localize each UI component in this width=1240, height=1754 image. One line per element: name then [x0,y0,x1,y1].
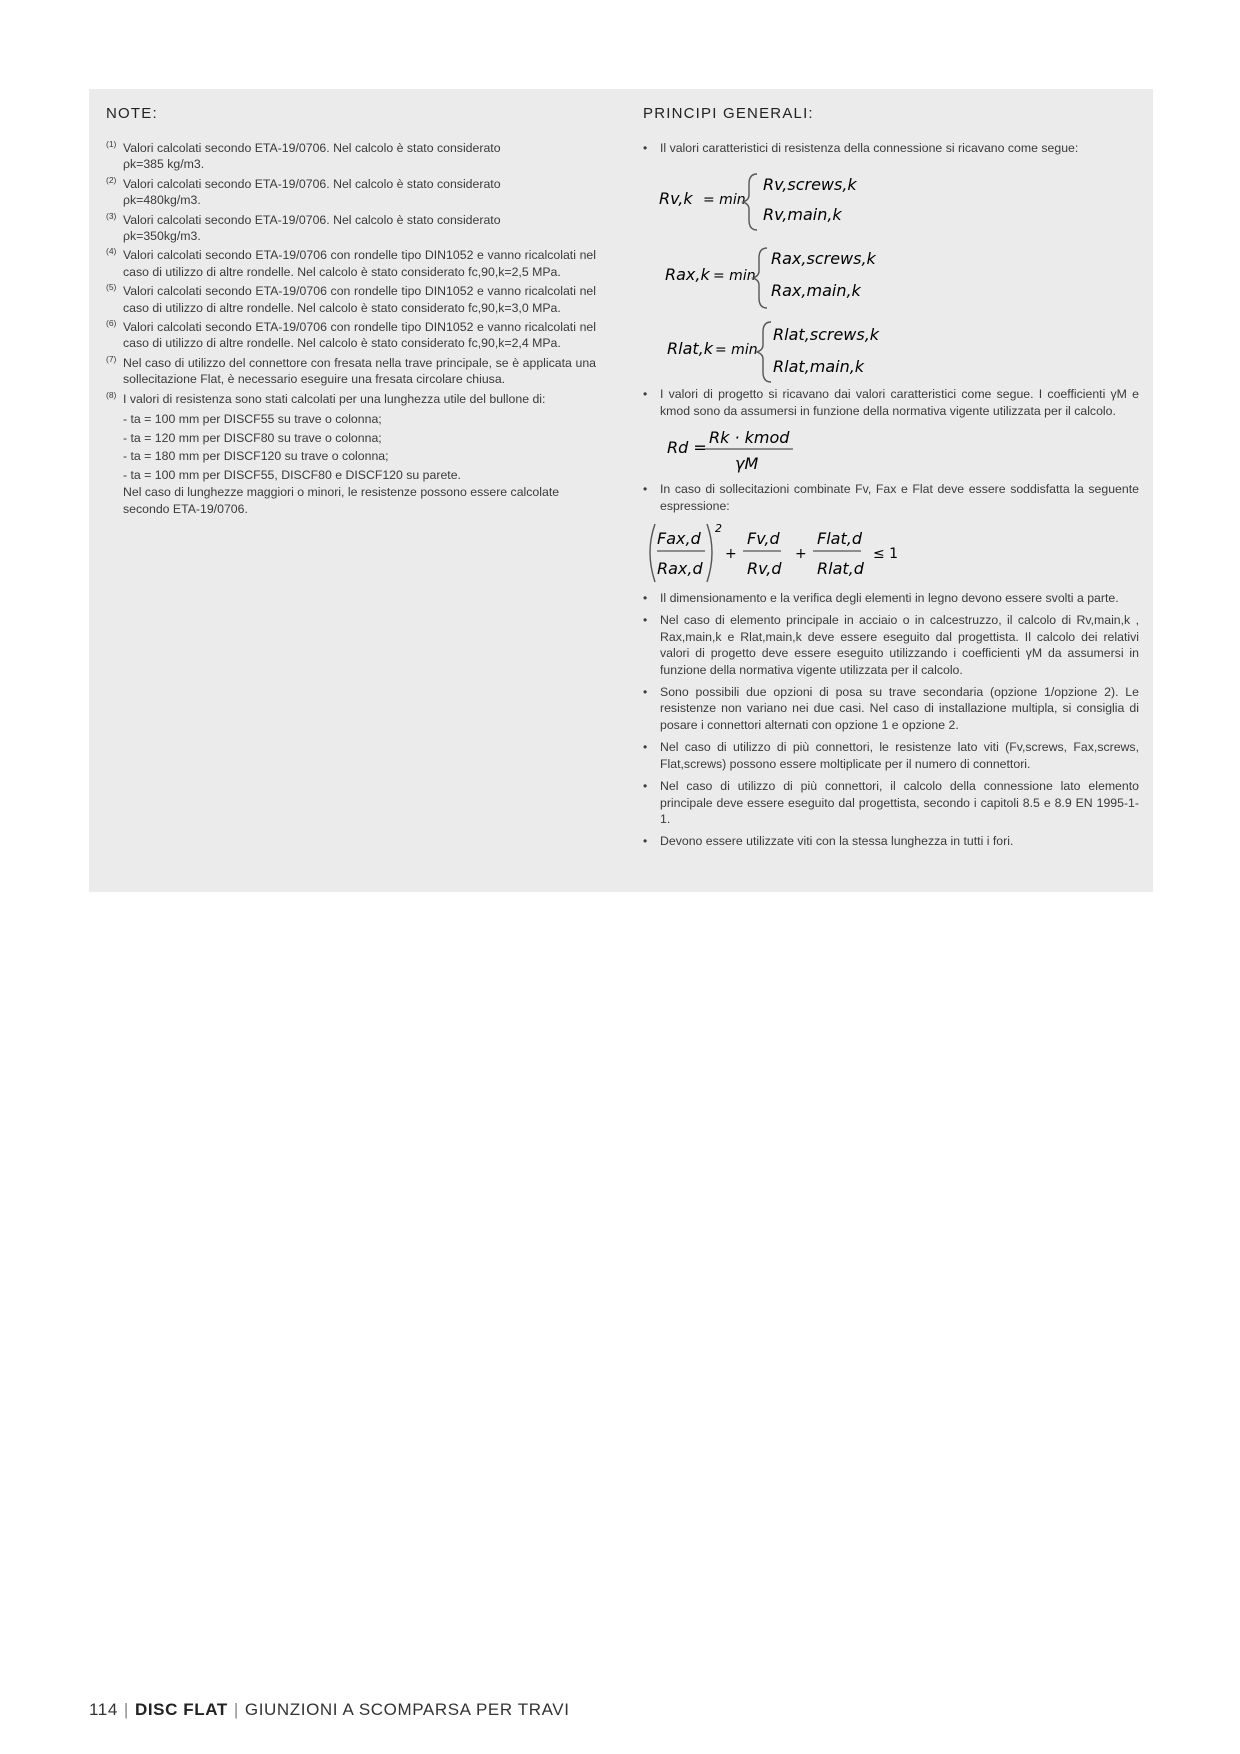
formula-rvk-min: = min [703,192,746,209]
section-title: GIUNZIONI A SCOMPARSA PER TRAVI [244,1700,570,1719]
note-8-tail: Nel caso di lunghezze maggiori o minori, le resistenze possono essere calcolate secondo ETA-19/0706. [123,485,560,516]
formula-combined-den3: Rlat,d [817,559,864,579]
principle-bullet-8: • Nel caso di utilizzo di più connettori, il calcolo della connessione lato elemento principale deve essere eseguito dal progettista, secondo i capitoli 8.5 e 8.9 EN 1995-1-1. [643,778,1139,827]
formula-rvk-main: Rv,main,k [763,205,842,225]
formula-combined-den2: Rv,d [747,559,782,579]
principle-bullet-1: • Il valori caratteristici di resistenza della connessione si ricavano come segue: [643,140,1139,156]
note-5: (5) Valori calcolati secondo ETA-19/0706 con rondelle tipo DIN1052 e vanno ricalcolati nel caso di utilizzo di altre rondelle. Nel calcolo è stato considerato fc,90,k=3,0 MPa. [106,282,596,315]
content-panel [89,89,1153,892]
formula-combined [643,520,1139,590]
formula-combined-exp: 2 [715,522,722,536]
formula-raxk-lhs: Rax,k [665,265,710,285]
principles-column [643,105,1139,856]
formula-combined-plus2: + [795,546,807,563]
formula-combined-num2: Fv,d [747,529,780,549]
note-4: (4) Valori calcolati secondo ETA-19/0706 con rondelle tipo DIN1052 e vanno ricalcolati nel caso di utilizzo di altre rondelle. Nel calcolo è stato considerato fc,90,k=2,5 MPa. [106,246,596,279]
formula-rvk [643,162,1139,234]
formula-rvk-screws: Rv,screws,k [763,175,857,195]
principle-bullet-3: • In caso di sollecitazioni combinate Fv, Fax e Flat deve essere soddisfatta la seguente espressione: [643,481,1139,514]
formula-rlatk-lhs: Rlat,k [667,339,713,359]
notes-heading: NOTE: [106,105,158,122]
formula-raxk-min: = min [713,268,756,285]
formula-rlatk [643,310,1139,386]
formula-rd-num: Rk · kmod [709,428,790,448]
dash-item-2: - ta = 120 mm per DISCF80 su trave o colonna; [123,430,382,445]
page-number: 114 [89,1700,118,1719]
product-name: DISC FLAT [134,1700,228,1719]
formula-raxk-main: Rax,main,k [771,281,861,301]
formula-rd-den: γM [735,454,759,474]
principle-bullet-6: • Sono possibili due opzioni di posa su trave secondaria (opzione 1/opzione 2). Le resistenze non variano nei due casi. Nel caso di installazione multipla, si consiglia di posare i connettori alternati con opzione 1 e opzione 2. [643,684,1139,733]
principles-heading: PRINCIPI GENERALI: [643,105,814,122]
formula-combined-plus1: + [725,546,737,563]
principle-bullet-4: • Il dimensionamento e la verifica degli elementi in legno devono essere svolti a parte. [643,590,1139,606]
principle-bullet-5: • Nel caso di elemento principale in acciaio o in calcestruzzo, il calcolo di Rv,main,k , Rax,main,k e Rlat,main,k deve essere eseguito dal progettista. Il calcolo dei relativi valori di progetto deve essere eseguito utilizzando i coefficienti γM da assumersi in funzione della normativa vigente utilizzata per il calcolo. [643,612,1139,678]
formula-raxk [643,234,1139,310]
notes-column [106,105,596,517]
formula-combined-le: ≤ 1 [873,546,899,563]
note-1: (1) Valori calcolati secondo ETA-19/0706. Nel calcolo è stato considerato ρk=385 kg/m3. [106,139,501,172]
note-2: (2) Valori calcolati secondo ETA-19/0706. Nel calcolo è stato considerato ρk=480kg/m3. [106,174,501,208]
note-3: (3) Valori calcolati secondo ETA-19/0706. Nel calcolo è stato considerato ρk=350kg/m3. [106,210,501,244]
dash-item-4: - ta = 100 mm per DISCF55, DISCF80 e DISCF120 su parete. [123,467,461,482]
principle-bullet-9: • Devono essere utilizzate viti con la stessa lunghezza in tutti i fori. [643,833,1139,849]
note-8: (8) I valori di resistenza sono stati calcolati per una lunghezza utile del bullone di: [106,389,546,406]
formula-rlatk-screws: Rlat,screws,k [773,325,880,345]
dash-item-3: - ta = 180 mm per DISCF120 su trave o colonna; [123,449,389,464]
formula-rlatk-main: Rlat,main,k [773,357,865,377]
note-6: (6) Valori calcolati secondo ETA-19/0706 con rondelle tipo DIN1052 e vanno ricalcolati nel caso di utilizzo di altre rondelle. Nel calcolo è stato considerato fc,90,k=2,4 MPa. [106,318,596,351]
formula-combined-num3: Flat,d [817,529,862,549]
principle-bullet-7: • Nel caso di utilizzo di più connettori, le resistenze lato viti (Fv,screws, Fax,screws, Flat,screws) possono essere moltiplicate per il numero di connettori. [643,739,1139,772]
formula-rd-lhs: Rd = [667,438,707,458]
formula-combined-num1: Fax,d [657,529,701,549]
page-footer: 114 | DISC FLAT | GIUNZIONI A SCOMPARSA PER TRAVI [89,1700,570,1719]
formula-combined-den1: Rax,d [657,559,703,579]
dash-item-1: - ta = 100 mm per DISCF55 su trave o colonna; [123,412,382,427]
principle-bullet-2: • I valori di progetto si ricavano dai valori caratteristici come segue. I coefficienti γM e kmod sono da assumersi in funzione della normativa vigente utilizzata per il calcolo. [643,386,1139,419]
formula-rlatk-min: = min [715,342,758,359]
formula-rd [643,425,1139,481]
formula-rvk-lhs: Rv,k [659,189,693,209]
formula-raxk-screws: Rax,screws,k [771,249,876,269]
note-7: (7) Nel caso di utilizzo del connettore con fresata nella trave principale, se è applicata una sollecitazione Flat, è necessario eseguire una fresata circolare chiusa. [106,353,596,387]
